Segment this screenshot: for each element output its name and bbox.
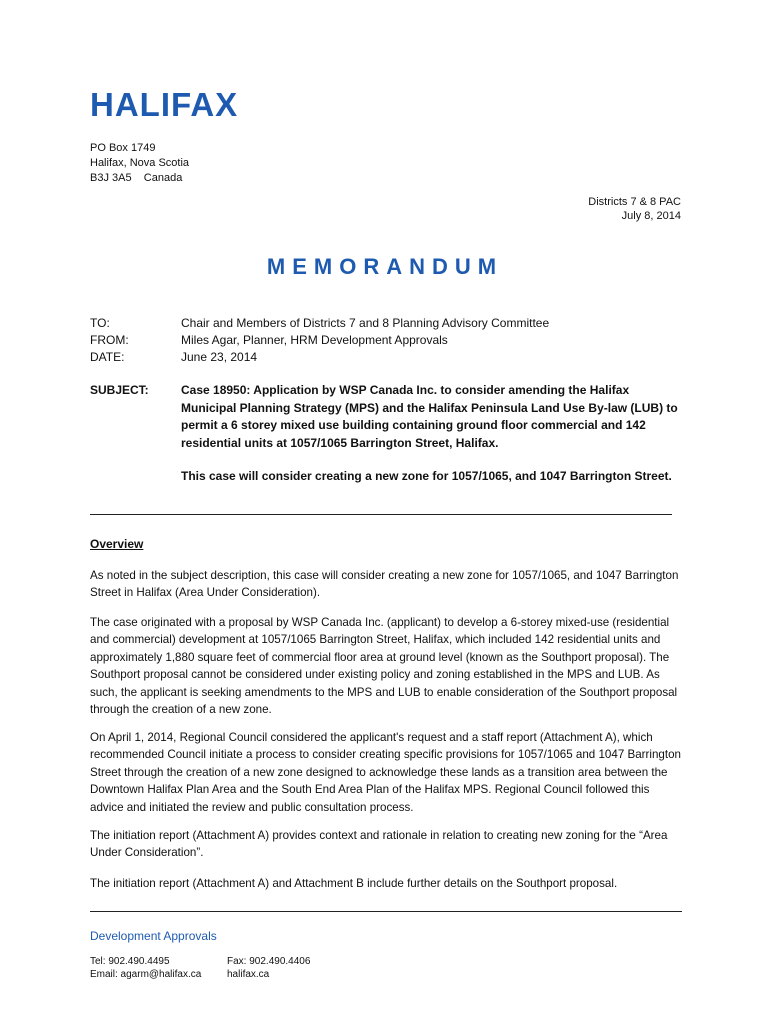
footer-website[interactable]: halifax.ca — [227, 969, 270, 980]
header-divider — [90, 514, 672, 515]
memo-date: July 8, 2014 — [621, 210, 681, 222]
memo-title: MEMORANDUM — [266, 254, 504, 279]
from-value: Miles Agar, Planner, HRM Development Approvals — [181, 333, 448, 347]
subject-note: This case will consider creating a new zone for 1057/1065, and 1047 Barrington Street. — [181, 469, 672, 483]
footer-department: Development Approvals — [90, 929, 217, 943]
paragraph-2: The case originated with a proposal by WSP Canada Inc. (applicant) to develop a 6-storey mixed-use (residential and commercial) development at 1057/1065 Barrington Street, Halifax, which included 142 residential units and approximately 1,880 square feet of commercial floor area at ground level (known as the Southport proposal). The Southport proposal cannot be considered under existing policy and zoning established in the MPS and LUB. As such, the applicant is seeking amendments to the MPS and LUB to enable consideration of the Southport proposal through the creation of a new zone. — [90, 616, 678, 717]
address-line-1: PO Box 1749 — [90, 142, 156, 154]
from-label: FROM: — [90, 333, 129, 347]
address-line-3: B3J 3A5 Canada — [90, 172, 183, 184]
to-value: Chair and Members of Districts 7 and 8 Planning Advisory Committee — [181, 316, 550, 330]
date-label: DATE: — [90, 350, 125, 364]
to-label: TO: — [90, 316, 110, 330]
mailing-address — [90, 141, 189, 186]
footer-contact-left — [90, 955, 201, 981]
subject-label: SUBJECT: — [90, 383, 149, 397]
date-value: June 23, 2014 — [181, 350, 258, 364]
footer-fax: Fax: 902.490.4406 — [227, 956, 311, 967]
memo-meta — [588, 195, 681, 223]
footer-divider — [90, 911, 682, 912]
footer-contact-right — [227, 955, 310, 981]
footer-email[interactable]: Email: agarm@halifax.ca — [90, 969, 202, 980]
subject-text: Case 18950: Application by WSP Canada Inc. to consider amending the Halifax Municipal Planning Strategy (MPS) and the Halifax Peninsula Land Use By-law (LUB) to permit a 6 storey mixed use building containing ground floor commercial and 142 residential units at 1057/1065 Barrington Street, Halifax. — [181, 383, 678, 450]
districts-label: Districts 7 & 8 PAC — [588, 196, 681, 208]
halifax-logo: HALIFAX — [90, 86, 239, 123]
paragraph-5: The initiation report (Attachment A) and Attachment B include further details on the Southport proposal. — [90, 877, 618, 890]
paragraph-1: As noted in the subject description, this case will consider creating a new zone for 1057/1065, and 1047 Barrington Street in Halifax (Area Under Consideration). — [90, 569, 679, 600]
paragraph-3: On April 1, 2014, Regional Council considered the applicant's request and a staff report (Attachment A), which recommended Council initiate a process to consider creating specific provisions for 1057/1065 and 1047 Barrington Street through the creation of a new zone designed to acknowledge these lands as a transition area between the Downtown Halifax Plan Area and the South End Area Plan of the Halifax MPS. Regional Council followed this advice and initiated the review and public consultation process. — [90, 731, 681, 814]
address-line-2: Halifax, Nova Scotia — [90, 157, 190, 169]
footer-tel: Tel: 902.490.4495 — [90, 956, 170, 967]
overview-heading: Overview — [90, 537, 144, 551]
paragraph-4: The initiation report (Attachment A) provides context and rationale in relation to creating new zoning for the “Area Under Consideration”. — [90, 829, 668, 860]
